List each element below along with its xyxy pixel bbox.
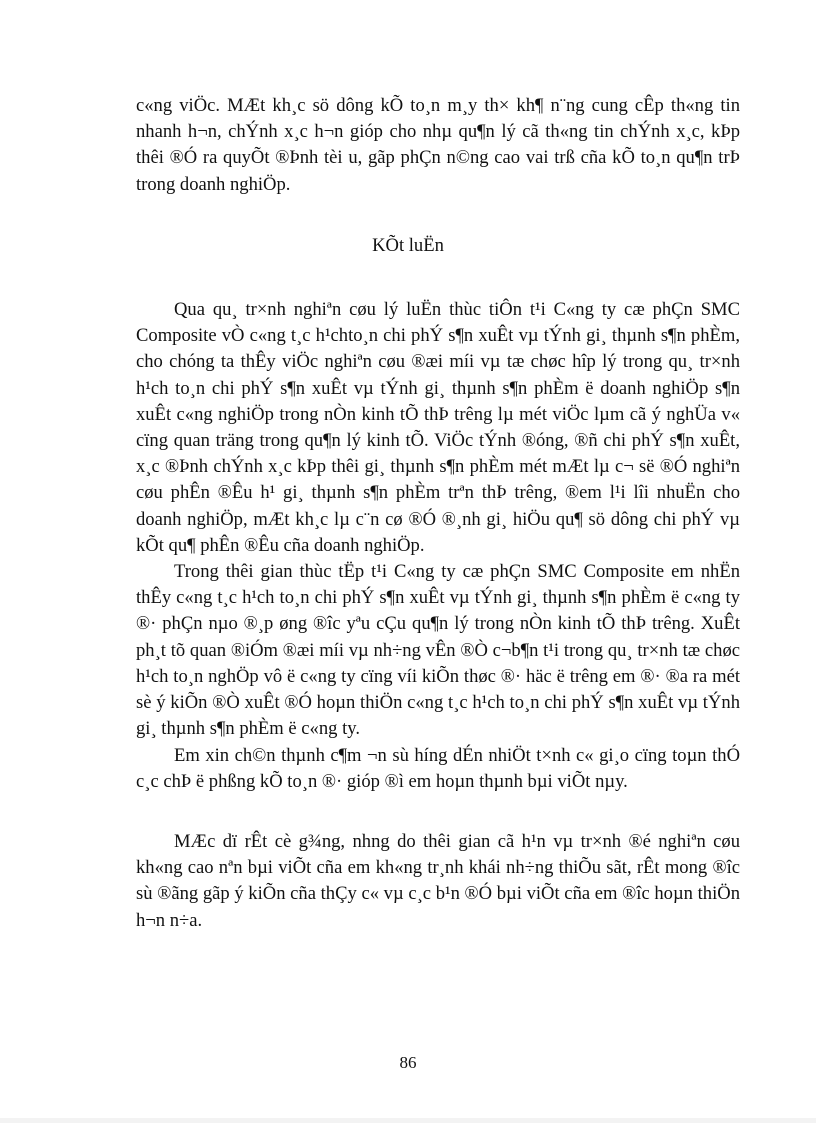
- intro-paragraph: c«ng viÖc. MÆt kh¸c sö dông kÕ to¸n m¸y th× kh¶ n¨ng cung cÊp th«ng tin nhanh h¬n, chÝnh x¸c h¬n gióp cho nhµ qu¶n lý cã th«ng tin chÝnh x¸c, kÞp thêi ®Ó ra quyÕt ®Þnh tèi u, gãp phÇn n©ng cao vai trß cña kÕ to¸n qu¶n trÞ trong doanh nghiÖp.: [136, 95, 740, 195]
- page-bottom-edge: [0, 1118, 816, 1123]
- page-number: 86: [399, 1053, 417, 1072]
- conclusion-paragraph-1: Qua qu¸ tr×nh nghiªn cøu lý luËn thùc tiÔn t¹i C«ng ty cæ phÇn SMC Composite vÒ c«ng t¸c h¹chto¸n chi phÝ s¶n xuÊt vµ tÝnh gi¸ thµnh s¶n phÈm, cho chóng ta thÊy viÖc nghiªn cøu ®æi míi vµ tæ chøc hîp lý trong qu¸ tr×nh h¹ch to¸n chi phÝ s¶n xuÊt vµ tÝnh gi¸ thµnh s¶n phÈm ë doanh nghiÖp s¶n xuÊt c«ng nghiÖp trong nÒn kinh tÕ thÞ trêng lµ mét viÖc lµm cã ý nghÜa v« cïng quan träng trong qu¶n lý kinh tÕ. ViÖc tÝnh ®óng, ®ñ chi phÝ s¶n xuÊt, x¸c ®Þnh chÝnh x¸c kÞp thêi gi¸ thµnh s¶n phÈm mét mÆt lµ c¬ së ®Ó nghiªn cøu phÊn ®Êu h¹ gi¸ thµnh s¶n phÈm trªn thÞ trêng, ®em l¹i lîi nhuËn cho doanh nghiÖp, mÆt kh¸c lµ c¨n cø ®Ó ®¸nh gi¸ hiÖu qu¶ sö dông chi phÝ vµ kÕt qu¶ phÊn ®Êu cña doanh nghiÖp.: [136, 299, 740, 556]
- conclusion-paragraph-3: Em xin ch©n thµnh c¶m ¬n sù híng dÉn nhiÖt t×nh c« gi¸o cïng toµn thÓ c¸c chÞ ë phßng kÕ to¸n ®· gióp ®ì em hoµn thµnh bµi viÕt nµy.: [136, 745, 740, 793]
- section-heading: KÕt luËn: [372, 235, 444, 256]
- conclusion-paragraph-4: MÆc dï rÊt cè g¾ng, nhng do thêi gian cã h¹n vµ tr×nh ®é nghiªn cøu kh«ng cao nªn bµi viÕt cña em kh«ng tr¸nh khái nh÷ng thiÕu sãt, rÊt mong ®îc sù ®ãng gãp ý kiÕn cña thÇy c« vµ c¸c b¹n ®Ó bµi viÕt cña em ®îc hoµn thiÖn h¬n n÷a.: [136, 831, 740, 931]
- conclusion-paragraph-2: Trong thêi gian thùc tËp t¹i C«ng ty cæ phÇn SMC Composite em nhËn thÊy c«ng t¸c h¹ch to¸n chi phÝ s¶n xuÊt vµ tÝnh gi¸ thµnh s¶n phÈm ë c«ng ty ®· phÇn nµo ®¸p øng ®îc yªu cÇu qu¶n lý trong nÒn kinh tÕ thÞ trêng. XuÊt ph¸t tõ quan ®iÓm ®æi míi vµ nh÷ng vÊn ®Ò c¬b¶n t¹i trong qu¸ tr×nh tæ chøc h¹ch to¸n nghÖp vô ë c«ng ty cïng víi kiÕn thøc ®· häc ë trêng em ®· ®a ra mét sè ý kiÕn ®Ò xuÊt ®Ó hoµn thiÖn c«ng t¸c h¹ch to¸n chi phÝ s¶n xuÊt vµ tÝnh gi¸ thµnh s¶n phÈm ë c«ng ty.: [136, 561, 740, 740]
